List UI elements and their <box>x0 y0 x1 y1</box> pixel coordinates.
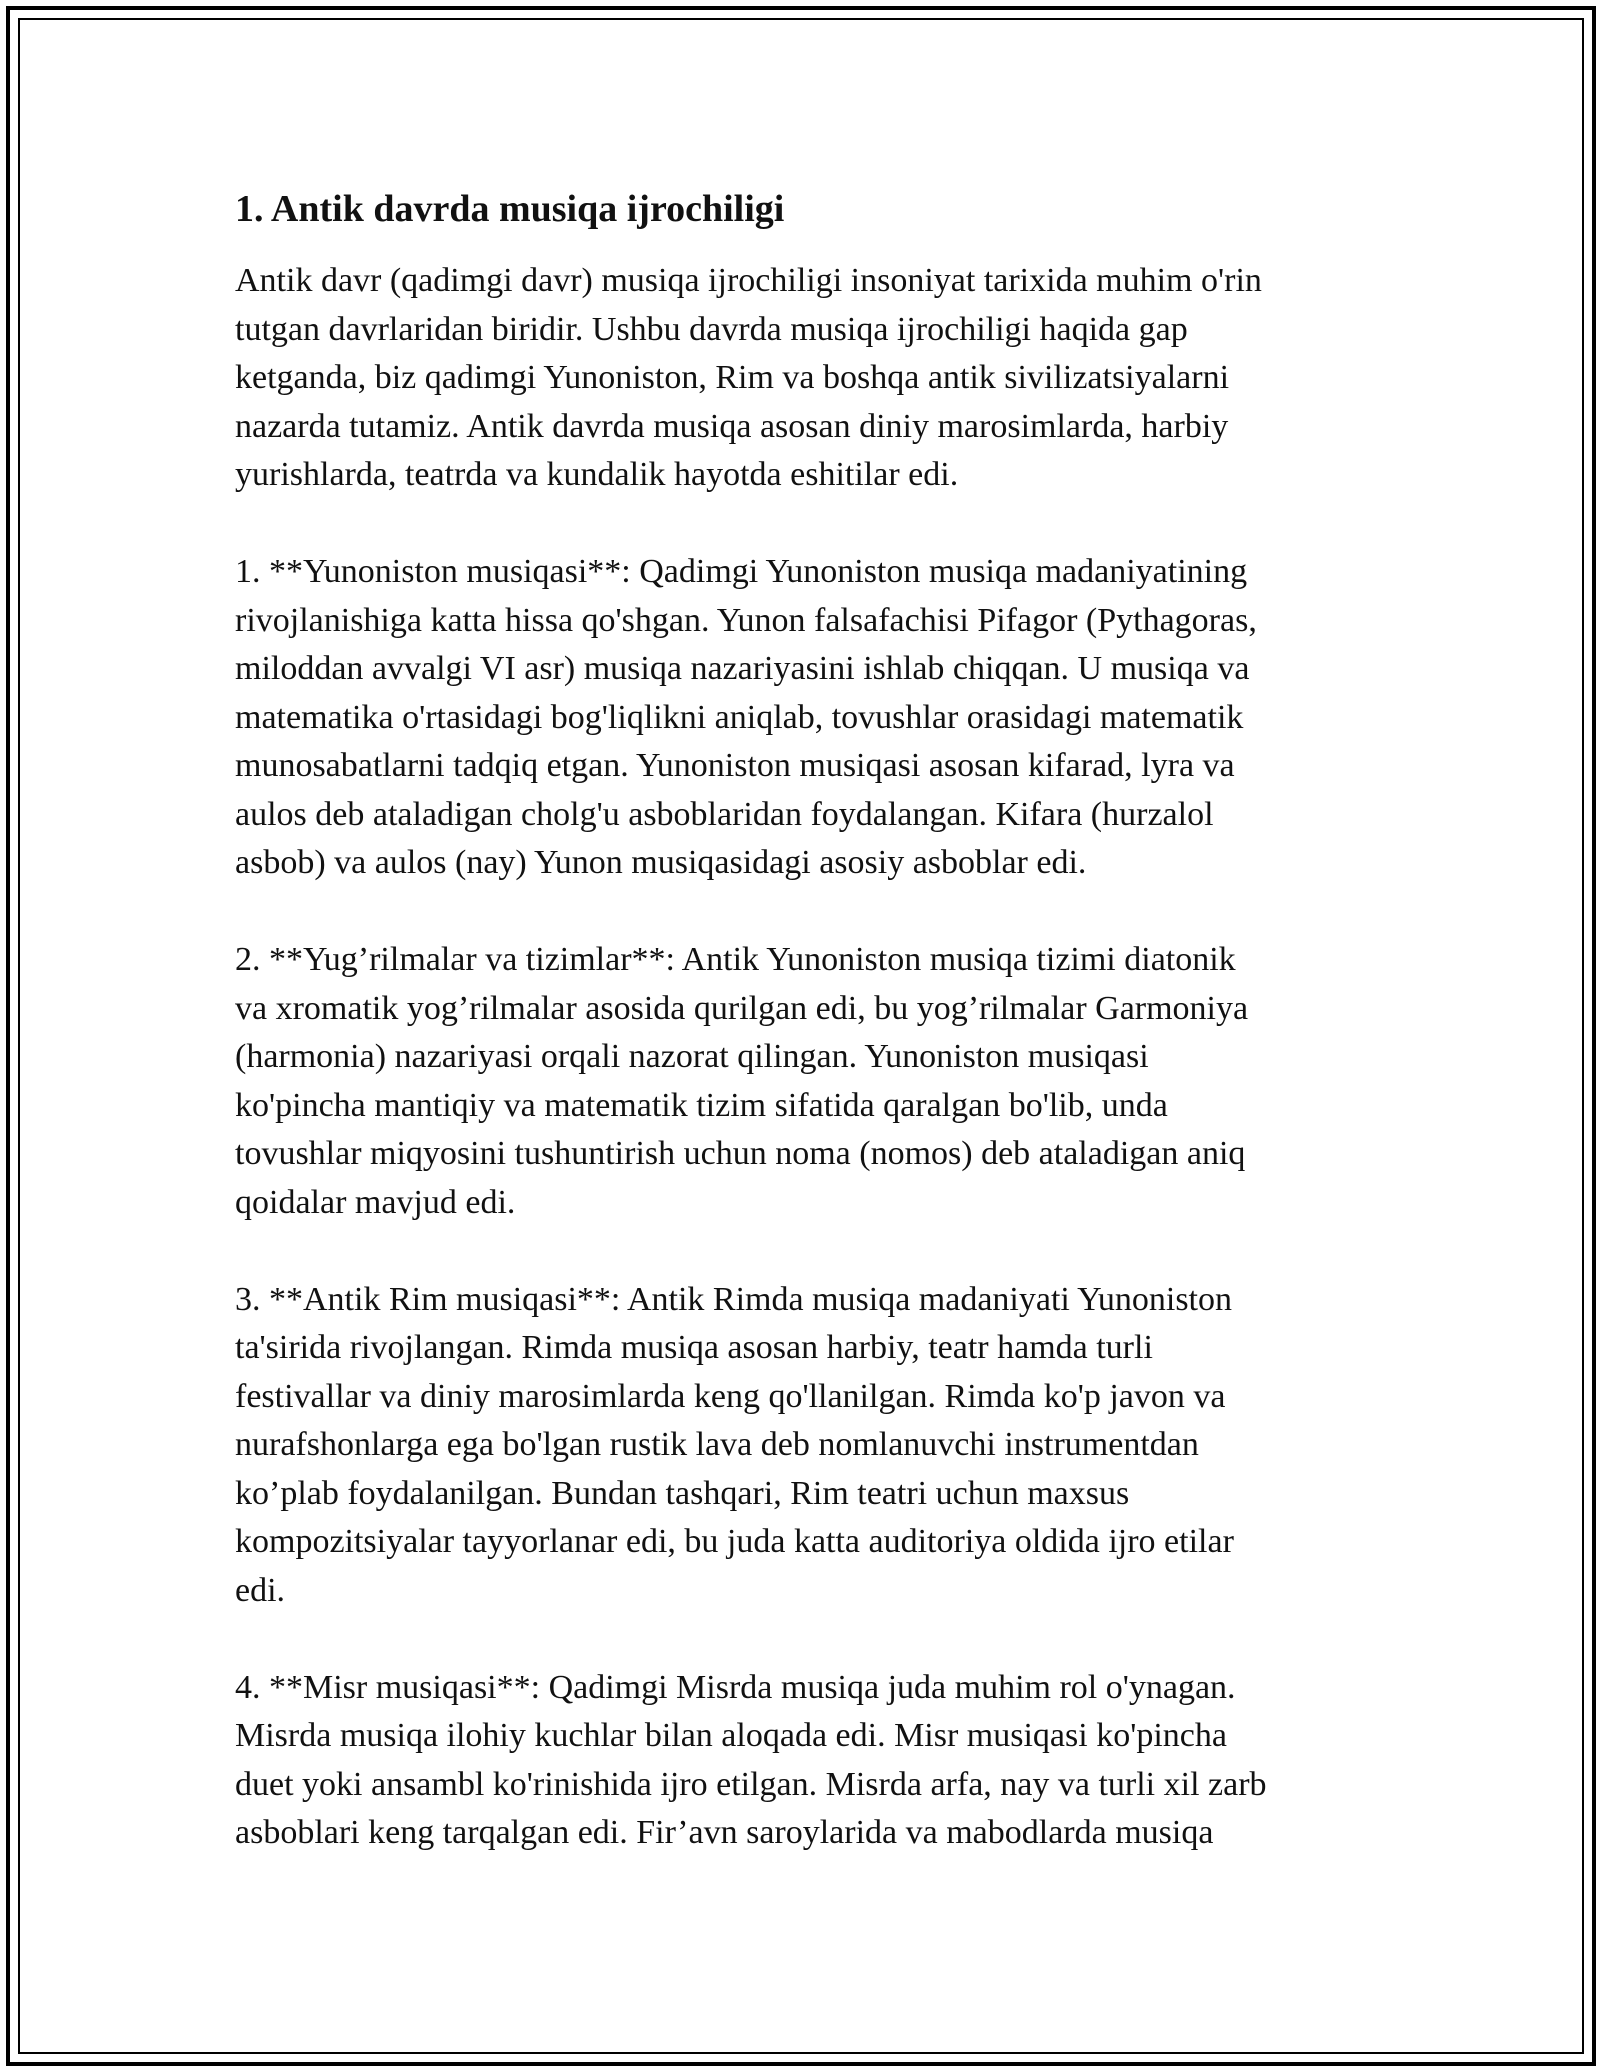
text-line: ketganda, biz qadimgi Yunoniston, Rim va boshqa antik sivilizatsiyalarni <box>235 359 1230 396</box>
paragraph-intro <box>235 257 1365 500</box>
text-line: matematika o'rtasidagi bog'liqlikni aniqlab, tovushlar orasidagi matematik <box>235 698 1244 736</box>
text-line: miloddan avvalgi VI asr) musiqa nazariyasini ishlab chiqqan. U musiqa va <box>235 650 1250 687</box>
text-line: tovushlar miqyosini tushuntirish uchun noma (nomos) deb ataladigan aniq <box>235 1135 1246 1172</box>
text-line: munosabatlarni tadqiq etgan. Yunoniston musiqasi asosan kifarad, lyra va <box>235 747 1235 784</box>
text-line: edi. <box>235 1571 286 1609</box>
text-line: nurafshonlarga ega bo'lgan rustik lava deb nomlanuvchi instrumentdan <box>235 1426 1199 1463</box>
text-line: va xromatik yog’rilmalar asosida qurilgan edi, bu yog’rilmalar Garmoniya <box>235 989 1249 1027</box>
text-line: ko’plab foydalanilgan. Bundan tashqari, Rim teatri uchun maxsus <box>235 1474 1130 1512</box>
document-body <box>235 185 1365 1906</box>
text-line: 4. **Misr musiqasi**: Qadimgi Misrda musiqa juda muhim rol o'ynagan. <box>235 1668 1236 1706</box>
text-line: 3. **Antik Rim musiqasi**: Antik Rimda musiqa madaniyati Yunoniston <box>235 1280 1233 1318</box>
text-line: tutgan davrlaridan biridir. Ushbu davrda musiqa ijrochiligi haqida gap <box>235 310 1188 348</box>
text-line: festivallar va diniy marosimlarda keng qo'llanilgan. Rimda ko'p javon va <box>235 1377 1226 1415</box>
text-line: yurishlarda, teatrda va kundalik hayotda eshitilar edi. <box>235 456 959 493</box>
text-line: ko'pincha mantiqiy va matematik tizim sifatida qaralgan bo'lib, unda <box>235 1086 1168 1124</box>
text-line: (harmonia) nazariyasi orqali nazorat qilingan. Yunoniston musiqasi <box>235 1038 1149 1075</box>
text-line: 2. **Yug’rilmalar va tizimlar**: Antik Yunoniston musiqa tizimi diatonik <box>235 941 1236 978</box>
text-line: rivojlanishiga katta hissa qo'shgan. Yunon falsafachisi Pifagor (Pythagoras, <box>235 601 1257 639</box>
text-line: kompozitsiyalar tayyorlanar edi, bu juda katta auditoriya oldida ijro etilar <box>235 1523 1234 1560</box>
text-line: asbob) va aulos (nay) Yunon musiqasidagi asosiy asboblar edi. <box>235 844 1087 881</box>
text-line: duet yoki ansambl ko'rinishida ijro etilgan. Misrda arfa, nay va turli xil zarb <box>235 1765 1267 1803</box>
text-line: asboblari keng tarqalgan edi. Fir’avn saroylarida va mabodlarda musiqa <box>235 1814 1214 1851</box>
paragraph-antik-rim-musiqasi <box>235 1276 1365 1616</box>
document-title: 1. Antik davrda musiqa ijrochiligi <box>235 188 785 230</box>
text-line: 1. **Yunoniston musiqasi**: Qadimgi Yunoniston musiqa madaniyatining <box>235 553 1248 590</box>
text-line: Antik davr (qadimgi davr) musiqa ijrochiligi insoniyat tarixida muhim o'rin <box>235 262 1262 299</box>
text-line: Misrda musiqa ilohiy kuchlar bilan aloqada edi. Misr musiqasi ko'pincha <box>235 1717 1227 1754</box>
paragraph-yugrilmalar <box>235 936 1365 1227</box>
text-line: aulos deb ataladigan cholg'u asboblaridan foydalangan. Kifara (hurzalol <box>235 795 1214 833</box>
text-line: ta'sirida rivojlangan. Rimda musiqa asosan harbiy, teatr hamda turli <box>235 1329 1153 1366</box>
paragraph-yunoniston-musiqasi <box>235 548 1365 888</box>
text-line: qoidalar mavjud edi. <box>235 1183 516 1221</box>
paragraph-misr-musiqasi <box>235 1664 1365 1858</box>
text-line: nazarda tutamiz. Antik davrda musiqa asosan diniy marosimlarda, harbiy <box>235 407 1229 445</box>
